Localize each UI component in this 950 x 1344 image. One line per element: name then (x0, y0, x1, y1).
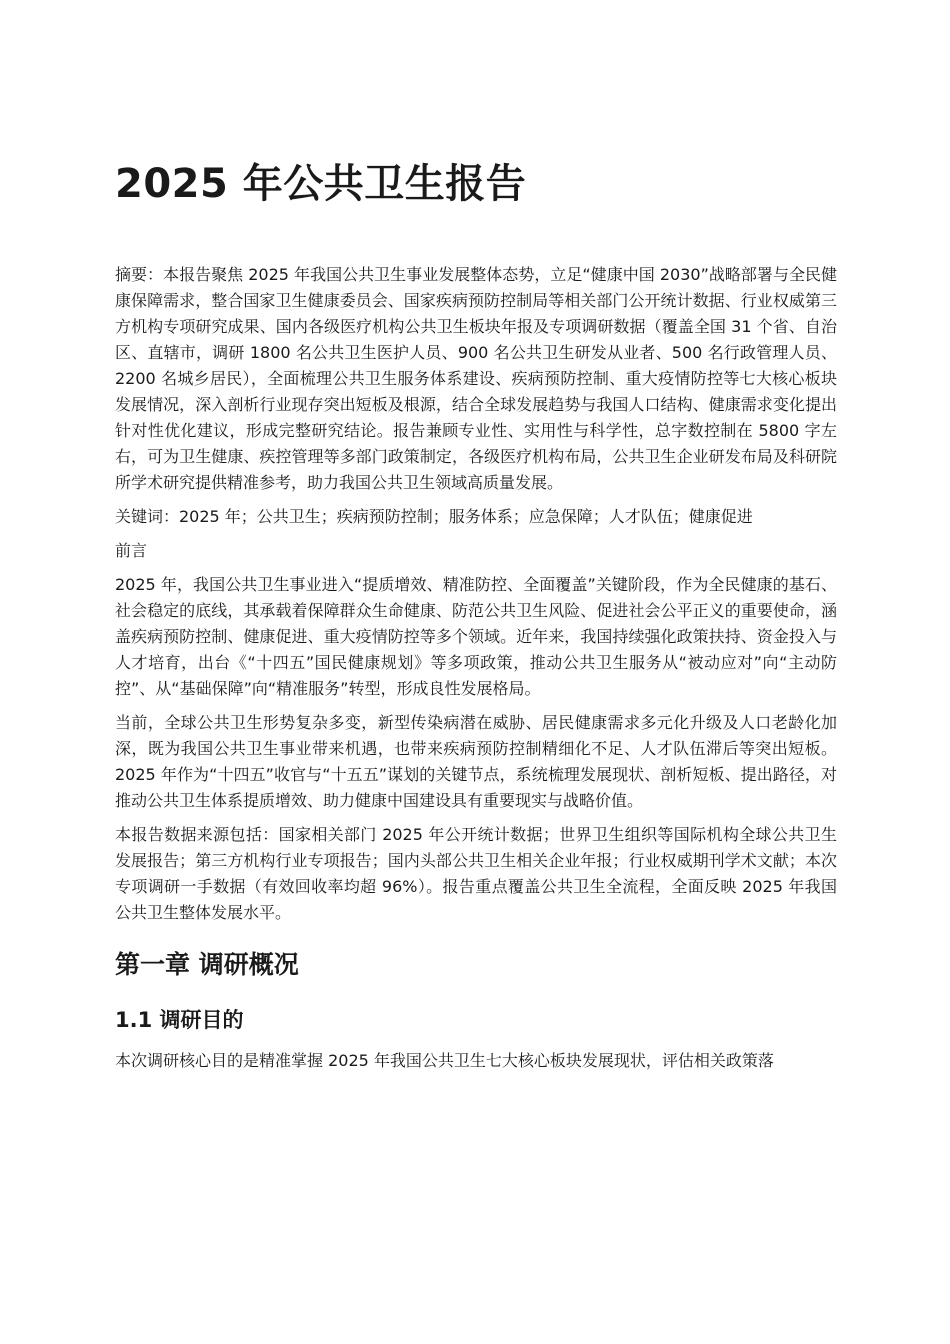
keywords-paragraph: 关键词：2025 年；公共卫生；疾病预防控制；服务体系；应急保障；人才队伍；健康促进 (115, 507, 753, 526)
preface-paragraph-1: 2025 年，我国公共卫生事业进入“提质增效、精准防控、全面覆盖”关键阶段，作为全民健康的基石、社会稳定的底线，其承载着保障群众生命健康、防范公共卫生风险、促进社会公平正义的重要使命，涵盖疾病预防控制、健康促进、重大疫情防控等多个领域。近年来，我国持续强化政策扶持、资金投入与人才培育，出台《“十四五”国民健康规划》等多项政策，推动公共卫生服务从“被动应对”向“主动防控”、从“基础保障”向“精准服务”转型，形成良性发展格局。 (115, 575, 837, 698)
preface-paragraph-2: 当前，全球公共卫生形势复杂多变，新型传染病潜在威胁、居民健康需求多元化升级及人口老龄化加深，既为我国公共卫生事业带来机遇，也带来疾病预防控制精细化不足、人才队伍滞后等突出短板。2025 年作为“十四五”收官与“十五五”谋划的关键节点，系统梳理发展现状、剖析短板、提出路径，对推动公共卫生体系提质增效、助力健康中国建设具有重要现实与战略价值。 (115, 713, 837, 810)
section-1-1-text: 本次调研核心目的是精准掌握 2025 年我国公共卫生七大核心板块发展现状，评估相关政策落 (115, 1051, 774, 1070)
section-1-1-heading: 1.1 调研目的 (115, 1008, 244, 1032)
preface-paragraph-3: 本报告数据来源包括：国家相关部门 2025 年公开统计数据；世界卫生组织等国际机构全球公共卫生发展报告；第三方机构行业专项报告；国内头部公共卫生相关企业年报；行业权威期刊学术文献；本次专项调研一手数据（有效回收率均超 96%）。报告重点覆盖公共卫生全流程，全面反映 2025 年我国公共卫生整体发展水平。 (115, 825, 837, 922)
abstract-paragraph: 摘要：本报告聚焦 2025 年我国公共卫生事业发展整体态势，立足“健康中国 2030”战略部署与全民健康保障需求，整合国家卫生健康委员会、国家疾病预防控制局等相关部门公开统计数据、行业权威第三方机构专项研究成果、国内各级医疗机构公共卫生板块年报及专项调研数据（覆盖全国 31 个省、自治区、直辖市，调研 1800 名公共卫生医护人员、900 名公共卫生研发从业者、500 名行政管理人员、2200 名城乡居民），全面梳理公共卫生服务体系建设、疾病预防控制、重大疫情防控等七大核心板块发展情况，深入剖析行业现存突出短板及根源，结合全球发展趋势与我国人口结构、健康需求变化提出针对性优化建议，形成完整研究结论。报告兼顾专业性、实用性与科学性，总字数控制在 5800 字左右，可为卫生健康、疾控管理等多部门政策制定，各级医疗机构布局，公共卫生企业研发布局及科研院所学术研究提供精准参考，助力我国公共卫生领域高质量发展。 (115, 265, 837, 492)
chapter-1-heading: 第一章 调研概况 (115, 950, 299, 979)
preface-heading: 前言 (115, 541, 148, 560)
report-title: 2025 年公共卫生报告 (115, 161, 527, 207)
